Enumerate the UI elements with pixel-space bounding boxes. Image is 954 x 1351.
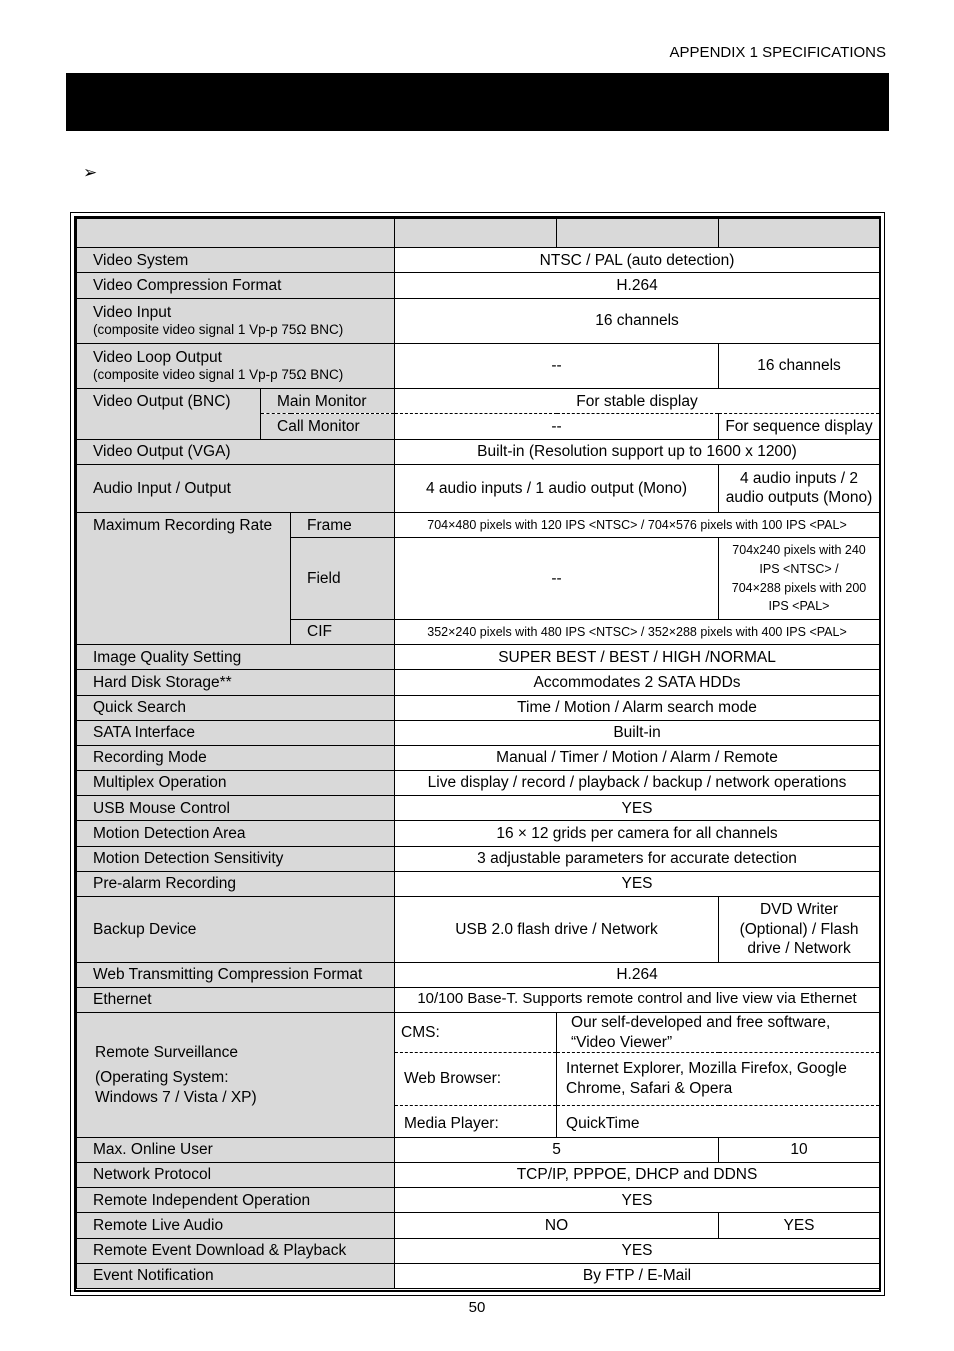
title-banner bbox=[66, 73, 889, 131]
table-cell: Motion Detection Sensitivity bbox=[77, 846, 395, 871]
table-cell: 3 adjustable parameters for accurate detection bbox=[395, 846, 880, 871]
table-cell: DVD Writer (Optional) / Flash drive / Network bbox=[719, 897, 880, 962]
table-cell: Network Protocol bbox=[77, 1162, 395, 1187]
table-cell: YES bbox=[395, 1188, 880, 1213]
table-row bbox=[77, 670, 880, 695]
table-cell: Built-in (Resolution support up to 1600 x 1200) bbox=[395, 439, 880, 464]
table-cell: For stable display bbox=[395, 389, 880, 414]
table-cell: Backup Device bbox=[77, 897, 395, 962]
table-cell: Call Monitor bbox=[261, 414, 395, 439]
table-cell: Recording Mode bbox=[77, 745, 395, 770]
table-cell bbox=[557, 219, 719, 248]
table-cell: 16 channels bbox=[719, 343, 880, 388]
table-cell: H.264 bbox=[395, 273, 880, 298]
table-cell: 16 channels bbox=[395, 298, 880, 343]
table-cell: Video Input (composite video signal 1 Vp-p 75Ω BNC) bbox=[77, 298, 395, 343]
table-row bbox=[77, 1162, 880, 1187]
table-cell: 4 audio inputs / 1 audio output (Mono) bbox=[395, 464, 719, 512]
table-cell: H.264 bbox=[395, 962, 880, 987]
table-cell: Video Compression Format bbox=[77, 273, 395, 298]
table-cell: Event Notification bbox=[77, 1263, 395, 1288]
table-cell: SUPER BEST / BEST / HIGH /NORMAL bbox=[395, 645, 880, 670]
table-row bbox=[77, 1012, 880, 1052]
table-row bbox=[77, 343, 880, 388]
table-cell: YES bbox=[395, 796, 880, 821]
table-cell: Time / Motion / Alarm search mode bbox=[395, 695, 880, 720]
table-cell: 5 bbox=[395, 1137, 719, 1162]
table-row bbox=[77, 846, 880, 871]
table-row bbox=[77, 720, 880, 745]
table-cell: Pre-alarm Recording bbox=[77, 871, 395, 896]
table-cell: Manual / Timer / Motion / Alarm / Remote bbox=[395, 745, 880, 770]
table-row bbox=[77, 1137, 880, 1162]
table-cell: Accommodates 2 SATA HDDs bbox=[395, 670, 880, 695]
table-cell: -- bbox=[395, 343, 719, 388]
table-cell: YES bbox=[395, 871, 880, 896]
table-cell: -- bbox=[395, 538, 719, 620]
table-cell: SATA Interface bbox=[77, 720, 395, 745]
table-row bbox=[77, 645, 880, 670]
table-row bbox=[77, 897, 880, 962]
table-row bbox=[77, 771, 880, 796]
table-cell: Video System bbox=[77, 248, 395, 273]
table-cell: Audio Input / Output bbox=[77, 464, 395, 512]
table-cell: Video Loop Output (composite video signal 1 Vp-p 75Ω BNC) bbox=[77, 343, 395, 388]
table-cell: Hard Disk Storage** bbox=[77, 670, 395, 695]
table-cell: Ethernet bbox=[77, 987, 395, 1012]
table-cell bbox=[719, 219, 880, 248]
table-cell: By FTP / E-Mail bbox=[395, 1263, 880, 1288]
table-cell: TCP/IP, PPPOE, DHCP and DDNS bbox=[395, 1162, 880, 1187]
table-cell: Built-in bbox=[395, 720, 880, 745]
table-row bbox=[77, 871, 880, 896]
table-cell: CMS: bbox=[395, 1012, 557, 1052]
table-cell: USB Mouse Control bbox=[77, 796, 395, 821]
page-number: 50 bbox=[468, 1299, 486, 1316]
table-cell: Web Browser: bbox=[395, 1053, 557, 1105]
table-cell: 16 × 12 grids per camera for all channels bbox=[395, 821, 880, 846]
table-cell: USB 2.0 flash drive / Network bbox=[395, 897, 719, 962]
table-cell: Remote Surveillance (Operating System: Windows 7 / Vista / XP) bbox=[77, 1012, 395, 1137]
table-row bbox=[77, 1188, 880, 1213]
table-cell: Web Transmitting Compression Format bbox=[77, 962, 395, 987]
table-row bbox=[77, 513, 880, 538]
table-cell: YES bbox=[719, 1213, 880, 1238]
table-cell: Our self-developed and free software, “Video Viewer” bbox=[557, 1012, 880, 1052]
table-cell: Multiplex Operation bbox=[77, 771, 395, 796]
table-row bbox=[77, 695, 880, 720]
table-row bbox=[77, 298, 880, 343]
table-cell: Media Player: bbox=[395, 1105, 557, 1137]
table-cell: Motion Detection Area bbox=[77, 821, 395, 846]
table-row bbox=[77, 796, 880, 821]
table-cell: Maximum Recording Rate bbox=[77, 513, 291, 645]
table-cell: 704×480 pixels with 120 IPS <NTSC> / 704×576 pixels with 100 IPS <PAL> bbox=[395, 513, 880, 538]
table-cell: 704x240 pixels with 240 IPS <NTSC> / 704×288 pixels with 200 IPS <PAL> bbox=[719, 538, 880, 620]
table-cell bbox=[395, 219, 557, 248]
table-cell: Main Monitor bbox=[261, 389, 395, 414]
table-cell: 352×240 pixels with 480 IPS <NTSC> / 352×288 pixels with 400 IPS <PAL> bbox=[395, 619, 880, 644]
table-row bbox=[77, 1238, 880, 1263]
table-row bbox=[77, 1213, 880, 1238]
table-cell: Remote Event Download & Playback bbox=[77, 1238, 395, 1263]
table-cell: Live display / record / playback / backup / network operations bbox=[395, 771, 880, 796]
table-cell: Image Quality Setting bbox=[77, 645, 395, 670]
table-row bbox=[77, 821, 880, 846]
table-cell: Video Output (BNC) bbox=[77, 389, 261, 439]
table-row bbox=[77, 464, 880, 512]
table-cell: NTSC / PAL (auto detection) bbox=[395, 248, 880, 273]
table-row bbox=[77, 248, 880, 273]
table-row bbox=[77, 962, 880, 987]
table-cell: Field bbox=[291, 538, 395, 620]
table-cell: -- bbox=[395, 414, 719, 439]
table-cell: Quick Search bbox=[77, 695, 395, 720]
table-cell: Internet Explorer, Mozilla Firefox, Google Chrome, Safari & Opera bbox=[557, 1053, 880, 1105]
table-row bbox=[77, 1263, 880, 1288]
spec-table bbox=[76, 218, 880, 1289]
table-cell: YES bbox=[395, 1238, 880, 1263]
table-row bbox=[77, 273, 880, 298]
table-cell: Remote Independent Operation bbox=[77, 1188, 395, 1213]
table-cell: CIF bbox=[291, 619, 395, 644]
table-cell: Remote Live Audio bbox=[77, 1213, 395, 1238]
table-header-row bbox=[77, 219, 880, 248]
table-cell: Frame bbox=[291, 513, 395, 538]
table-cell: QuickTime bbox=[557, 1105, 880, 1137]
appendix-heading: APPENDIX 1 SPECIFICATIONS bbox=[669, 44, 886, 61]
bullet-arrow-icon: ➢ bbox=[83, 163, 98, 182]
table-cell: Video Output (VGA) bbox=[77, 439, 395, 464]
table-cell: NO bbox=[395, 1213, 719, 1238]
table-row bbox=[77, 439, 880, 464]
table-cell: 10/100 Base-T. Supports remote control and live view via Ethernet bbox=[395, 987, 880, 1012]
table-cell: 4 audio inputs / 2 audio outputs (Mono) bbox=[719, 464, 880, 512]
table-row bbox=[77, 987, 880, 1012]
table-cell: For sequence display bbox=[719, 414, 880, 439]
table-cell: Max. Online User bbox=[77, 1137, 395, 1162]
table-cell: 10 bbox=[719, 1137, 880, 1162]
table-row bbox=[77, 745, 880, 770]
table-cell bbox=[77, 219, 395, 248]
table-row bbox=[77, 389, 880, 414]
